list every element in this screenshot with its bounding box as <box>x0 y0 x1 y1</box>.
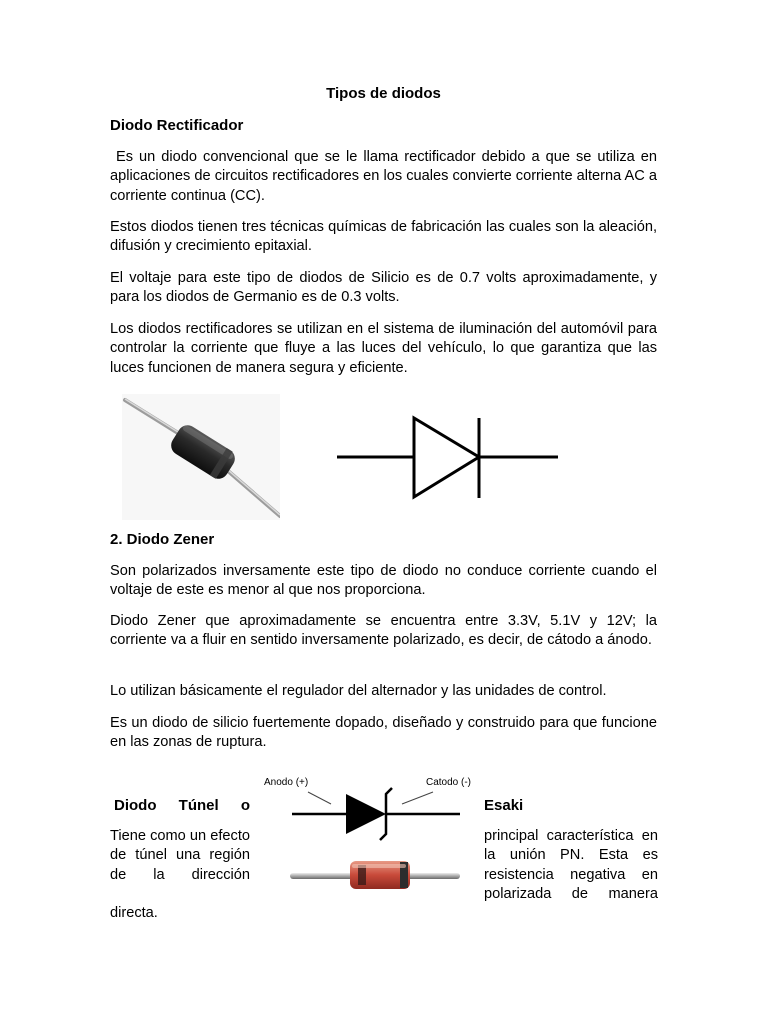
tunnel-tail-text: directa. <box>110 905 158 921</box>
paragraph: Es un diodo de silicio fuertemente dopado, diseñado y construido para que funcione en las zonas de ruptura. <box>110 715 657 751</box>
paragraph: Son polarizados inversamente este tipo de diodo no conduce corriente cuando el voltaje de este es menor al que nos proporciona. <box>110 563 657 599</box>
rectifier-diode-photo <box>122 394 280 520</box>
anode-label: Anodo (+) <box>264 777 309 788</box>
paragraph: Lo utilizan básicamente el regulador del alternador y las unidades de control. <box>110 683 607 699</box>
cathode-label: Catodo (-) <box>426 777 472 788</box>
paragraph: Diodo Zener que aproximadamente se encuentra entre 3.3V, 5.1V y 12V; la corriente va a fluir en sentido inversamente polarizado, es decir, de cátodo a ánodo. <box>110 613 657 649</box>
tunnel-left-column-text: Tiene como un efecto de túnel una región de la dirección <box>110 828 250 883</box>
tunnel-diode-figure <box>288 782 464 890</box>
diode-symbol-diagram <box>336 414 560 502</box>
paragraph: El voltaje para este tipo de diodos de Silicio es de 0.7 volts aproximadamente, y para los diodos de Germanio es de 0.3 volts. <box>110 270 657 306</box>
tunnel-right-column-text: principal característica en la unión PN. Esta es resistencia negativa en polarizada de manera <box>484 828 658 902</box>
page-title: Tipos de diodos <box>326 85 441 102</box>
section-heading-rectifier: Diodo Rectificador <box>110 117 244 134</box>
paragraph: Los diodos rectificadores se utilizan en el sistema de iluminación del automóvil para controlar la corriente que fluye a las luces del vehículo, lo que garantiza que las luces funcionen de manera segura y eficiente. <box>110 321 657 376</box>
paragraph: Estos diodos tienen tres técnicas químicas de fabricación las cuales son la aleación, difusión y crecimiento epitaxial. <box>110 219 657 255</box>
section-heading-esaki: Esaki <box>484 797 524 814</box>
section-heading-zener: 2. Diodo Zener <box>110 531 215 548</box>
paragraph: Es un diodo convencional que se le llama rectificador debido a que se utiliza en aplicaciones de circuitos rectificadores en los cuales convierte corriente alterna AC a corriente continua (CC). <box>110 149 662 204</box>
section-heading-tunnel: Diodo Túnel o <box>114 797 250 814</box>
